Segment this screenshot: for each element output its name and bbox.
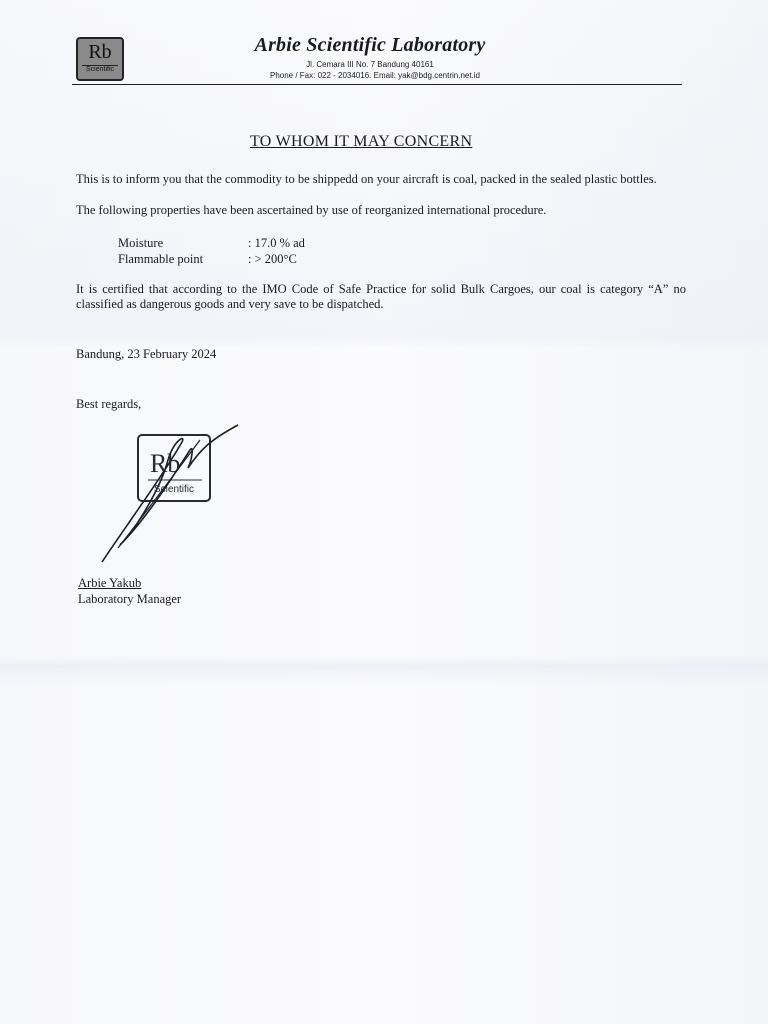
signatory-name: Arbie Yakub (78, 576, 142, 590)
stamp-subtext: Scientific (154, 484, 195, 495)
stamp-text: Rb (150, 449, 181, 478)
procedure-paragraph: The following properties have been ascertained by use of reorganized international procedure. (76, 203, 547, 217)
closing-line: Best regards, (76, 397, 142, 411)
lab-name: Arbie Scientific Laboratory (254, 34, 486, 56)
lab-address: Jl. Cemara III No. 7 Bandung 40161 (306, 60, 434, 69)
properties-list (118, 236, 378, 268)
property-label: Flammable point (118, 252, 204, 266)
intro-paragraph: This is to inform you that the commodity to be shippedd on your aircraft is coal, packed in the sealed plastic bottles. (76, 172, 657, 186)
property-row (118, 252, 378, 268)
signatory-title: Laboratory Manager (78, 592, 182, 606)
property-row (118, 236, 378, 252)
logo-subtext: Scientific (82, 65, 118, 73)
lab-logo (76, 37, 124, 81)
property-value: : 17.0 % ad (248, 236, 305, 250)
certification-paragraph: It is certified that according to the IMO Code of Safe Practice for solid Bulk Cargoes, our coal is category “A” no classified as dangerous goods and very save to be dispatched. (76, 282, 686, 311)
date-line: Bandung, 23 February 2024 (76, 347, 217, 361)
property-label: Moisture (118, 236, 164, 250)
property-value: : > 200°C (248, 252, 297, 266)
logo-text: Rb (88, 41, 112, 63)
header-divider (72, 84, 682, 85)
signature-stamp (90, 420, 250, 580)
lab-contact: Phone / Fax: 022 - 2034016. Email: yak@bdg.centrin.net.id (269, 71, 481, 80)
document-title: TO WHOM IT MAY CONCERN (250, 133, 473, 150)
